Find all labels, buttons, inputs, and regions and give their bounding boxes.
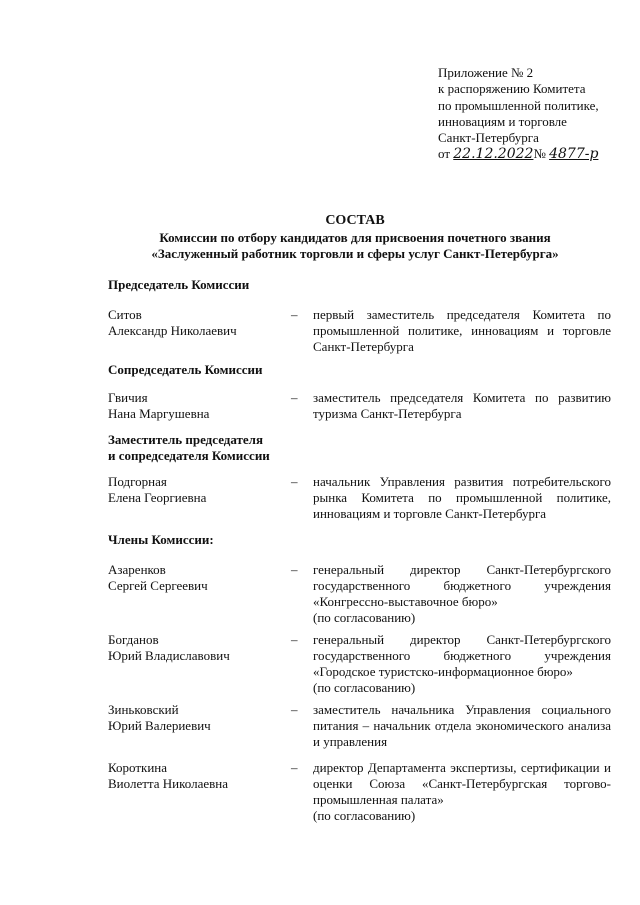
appendix-header — [438, 65, 638, 163]
member-note: (по согласованию) — [313, 808, 416, 823]
member-surname: Гвичия — [108, 390, 148, 405]
handwritten-date: 22.12.2022 — [453, 146, 534, 163]
member-given-name: Юрий Владиславович — [108, 648, 230, 663]
member-name — [108, 474, 283, 506]
number-prefix: № — [533, 146, 546, 162]
date-prefix: от — [438, 146, 451, 162]
appendix-line: инновациям и торговле — [438, 113, 567, 129]
appendix-line: Приложение № 2 — [438, 65, 534, 80]
section-deputy — [108, 432, 270, 464]
member-surname: Азаренков — [108, 562, 166, 577]
section-cochairman: Сопредседатель Комиссии — [108, 362, 263, 377]
member-surname: Короткина — [108, 760, 168, 775]
member-surname: Богданов — [108, 632, 159, 647]
title-heading: СОСТАВ — [325, 213, 385, 228]
dash: – — [291, 307, 298, 322]
title-line: Комиссии по отбору кандидатов для присвоения почетного звания — [159, 230, 551, 245]
member-given-name: Нана Маргушевна — [108, 406, 210, 421]
member-position: первый заместитель председателя Комитета по промышленной политике, инновациям и торговле Санкт-Петербурга — [313, 307, 611, 354]
member-position-text: директор Департамента экспертизы, сертификации и оценки Союза «Санкт-Петербургская торгово-промышленная палата» — [313, 760, 611, 807]
section-members: Члены Комиссии: — [108, 532, 214, 547]
member-name — [108, 562, 283, 594]
member-position: заместитель председателя Комитета по развитию туризма Санкт-Петербурга — [313, 390, 611, 421]
member-name — [108, 760, 283, 792]
member-surname: Ситов — [108, 307, 142, 322]
member-surname: Подгорная — [108, 474, 167, 489]
member-position — [313, 632, 611, 696]
title-line: «Заслуженный работник торговли и сферы услуг Санкт-Петербурга» — [151, 246, 559, 261]
member-surname: Зиньковский — [108, 702, 179, 717]
member-position — [313, 562, 611, 626]
dash: – — [291, 702, 298, 717]
handwritten-number: 4877-р — [549, 146, 599, 163]
member-position — [313, 760, 611, 824]
member-given-name: Сергей Сергеевич — [108, 578, 208, 593]
member-note: (по согласованию) — [313, 610, 416, 625]
section-deputy-line: и сопредседателя Комиссии — [108, 448, 270, 463]
member-name — [108, 702, 283, 734]
member-position-text: генеральный директор Санкт-Петербургского государственного бюджетного учреждения «Конгрессно-выставочное бюро» — [313, 562, 611, 609]
member-name — [108, 632, 283, 664]
section-deputy-line: Заместитель председателя — [108, 432, 264, 447]
dash: – — [291, 474, 298, 489]
appendix-date-line — [438, 146, 638, 162]
member-given-name: Александр Николаевич — [108, 323, 237, 338]
member-given-name: Юрий Валериевич — [108, 718, 211, 733]
member-position-text: генеральный директор Санкт-Петербургского государственного бюджетного учреждения «Городское туристско-информационное бюро» — [313, 632, 611, 679]
dash: – — [291, 390, 298, 405]
member-note: (по согласованию) — [313, 680, 416, 695]
document-title — [100, 212, 610, 262]
appendix-line: по промышленной политике, — [438, 97, 599, 113]
dash: – — [291, 760, 298, 775]
appendix-line: Санкт-Петербурга — [438, 130, 539, 146]
dash: – — [291, 562, 298, 577]
member-position: заместитель начальника Управления социального питания – начальник отдела экономического анализа и управления — [313, 702, 611, 749]
member-position: начальник Управления развития потребительского рынка Комитета по промышленной политике, инновациям и торговле Санкт-Петербурга — [313, 474, 611, 521]
dash: – — [291, 632, 298, 647]
member-given-name: Елена Георгиевна — [108, 490, 207, 505]
member-name — [108, 390, 283, 422]
section-chairman: Председатель Комиссии — [108, 277, 250, 292]
appendix-line: к распоряжению Комитета — [438, 81, 586, 97]
member-given-name: Виолетта Николаевна — [108, 776, 228, 791]
member-name — [108, 307, 283, 339]
